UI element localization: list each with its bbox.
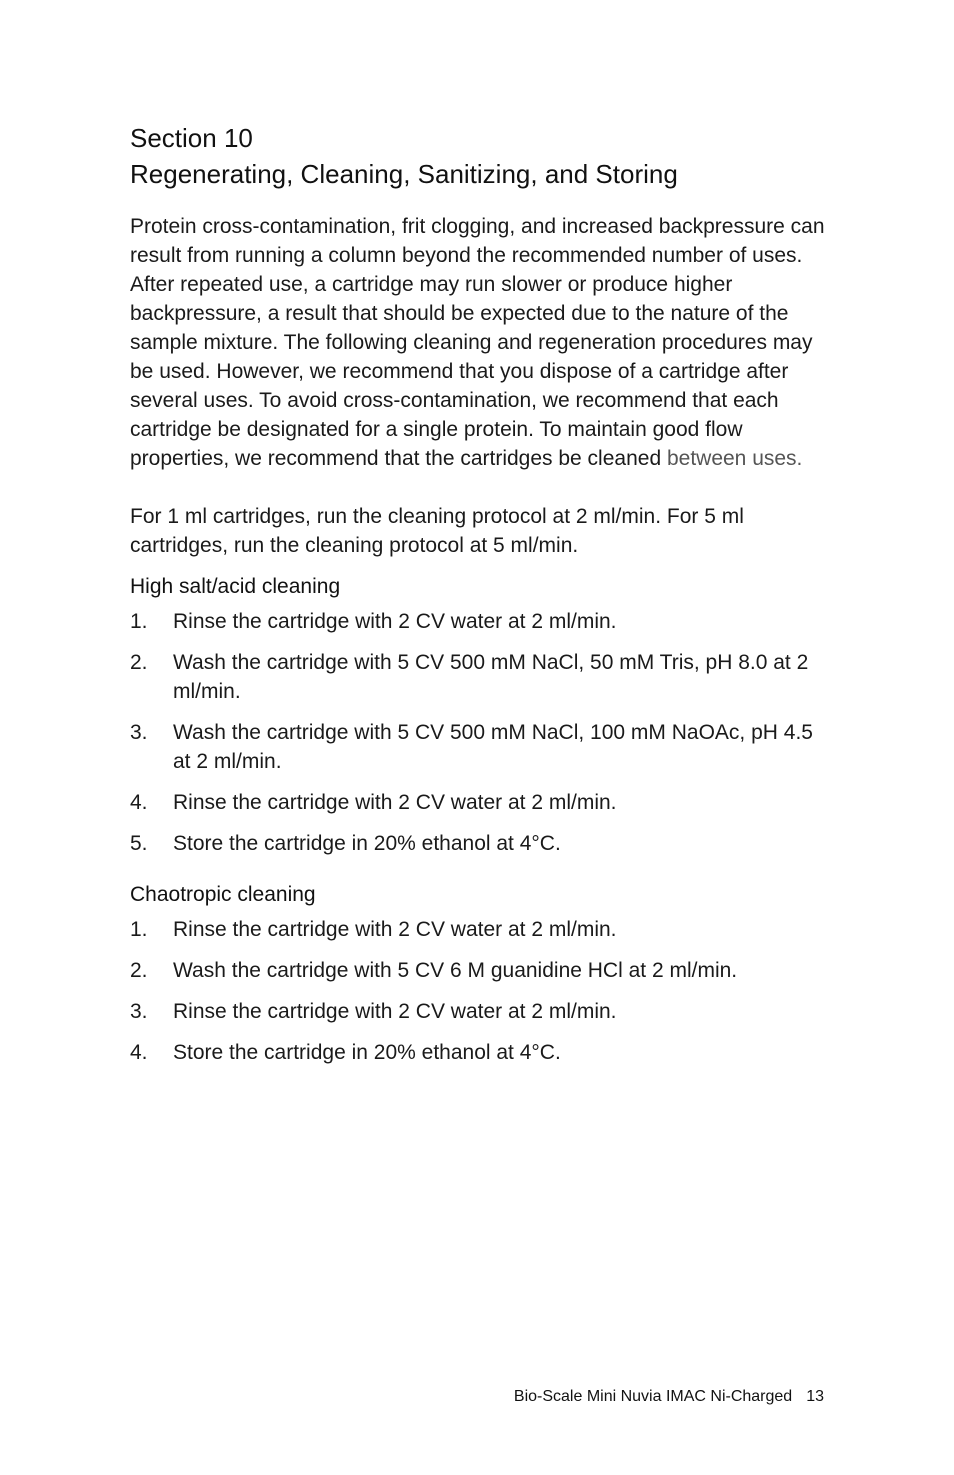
section-heading: Regenerating, Cleaning, Sanitizing, and Storing xyxy=(130,159,678,189)
step-number: 1. xyxy=(130,918,148,941)
step-number: 3. xyxy=(130,1000,148,1023)
step-number: 4. xyxy=(130,1041,148,1064)
intro-tail: between uses. xyxy=(666,447,803,470)
list-item xyxy=(130,1038,830,1067)
intro-paragraph xyxy=(130,212,830,473)
high-salt-heading: High salt/acid cleaning xyxy=(130,575,341,598)
step-text: Rinse the cartridge with 2 CV water at 2 ml/min. xyxy=(173,1000,617,1023)
intro-body: Protein cross-contamination, frit clogging, and increased backpressure can result from running a column beyond the recommended number of uses. After repeated use, a cartridge may run slower or produce higher backpressure, a result that should be expected due to the nature of the sample mixture. The following cleaning and regeneration procedures may be used. However, we recommend that you dispose of a cartridge after several uses. To avoid cross-contamination, we recommend that each cartridge be designated for a single protein. To maintain good flow properties, we recommend that the cartridges be cleaned xyxy=(130,215,825,470)
step-text: Rinse the cartridge with 2 CV water at 2 ml/min. xyxy=(173,610,617,633)
step-number: 2. xyxy=(130,959,148,982)
step-text: Rinse the cartridge with 2 CV water at 2 ml/min. xyxy=(173,791,617,814)
step-text: Wash the cartridge with 5 CV 6 M guanidine HCl at 2 ml/min. xyxy=(173,959,738,982)
list-item xyxy=(130,956,830,985)
list-item xyxy=(130,648,830,706)
list-item xyxy=(130,997,830,1026)
step-number: 5. xyxy=(130,832,148,855)
step-text: Wash the cartridge with 5 CV 500 mM NaCl, 50 mM Tris, pH 8.0 at 2 ml/min. xyxy=(173,651,809,703)
page-content xyxy=(130,120,830,1079)
chaotropic-steps xyxy=(130,915,830,1067)
step-number: 1. xyxy=(130,610,148,633)
page-footer xyxy=(514,1386,824,1408)
step-text: Store the cartridge in 20% ethanol at 4°C. xyxy=(173,832,561,855)
flow-rate-paragraph: For 1 ml cartridges, run the cleaning protocol at 2 ml/min. For 5 ml cartridges, run the cleaning protocol at 5 ml/min. xyxy=(130,505,744,557)
list-item xyxy=(130,718,830,776)
step-text: Store the cartridge in 20% ethanol at 4°C. xyxy=(173,1041,561,1064)
section-number: Section 10 xyxy=(130,123,253,153)
step-number: 2. xyxy=(130,651,148,674)
step-text: Wash the cartridge with 5 CV 500 mM NaCl, 100 mM NaOAc, pH 4.5 at 2 ml/min. xyxy=(173,721,813,773)
step-number: 4. xyxy=(130,791,148,814)
page-number: 13 xyxy=(806,1388,824,1405)
section-title xyxy=(130,120,830,192)
high-salt-steps xyxy=(130,607,830,858)
list-item xyxy=(130,829,830,858)
list-item xyxy=(130,788,830,817)
list-item xyxy=(130,915,830,944)
list-item xyxy=(130,607,830,636)
step-number: 3. xyxy=(130,721,148,744)
step-text: Rinse the cartridge with 2 CV water at 2 ml/min. xyxy=(173,918,617,941)
chaotropic-heading: Chaotropic cleaning xyxy=(130,883,316,906)
footer-product-name: Bio-Scale Mini Nuvia IMAC Ni-Charged xyxy=(513,1388,793,1405)
